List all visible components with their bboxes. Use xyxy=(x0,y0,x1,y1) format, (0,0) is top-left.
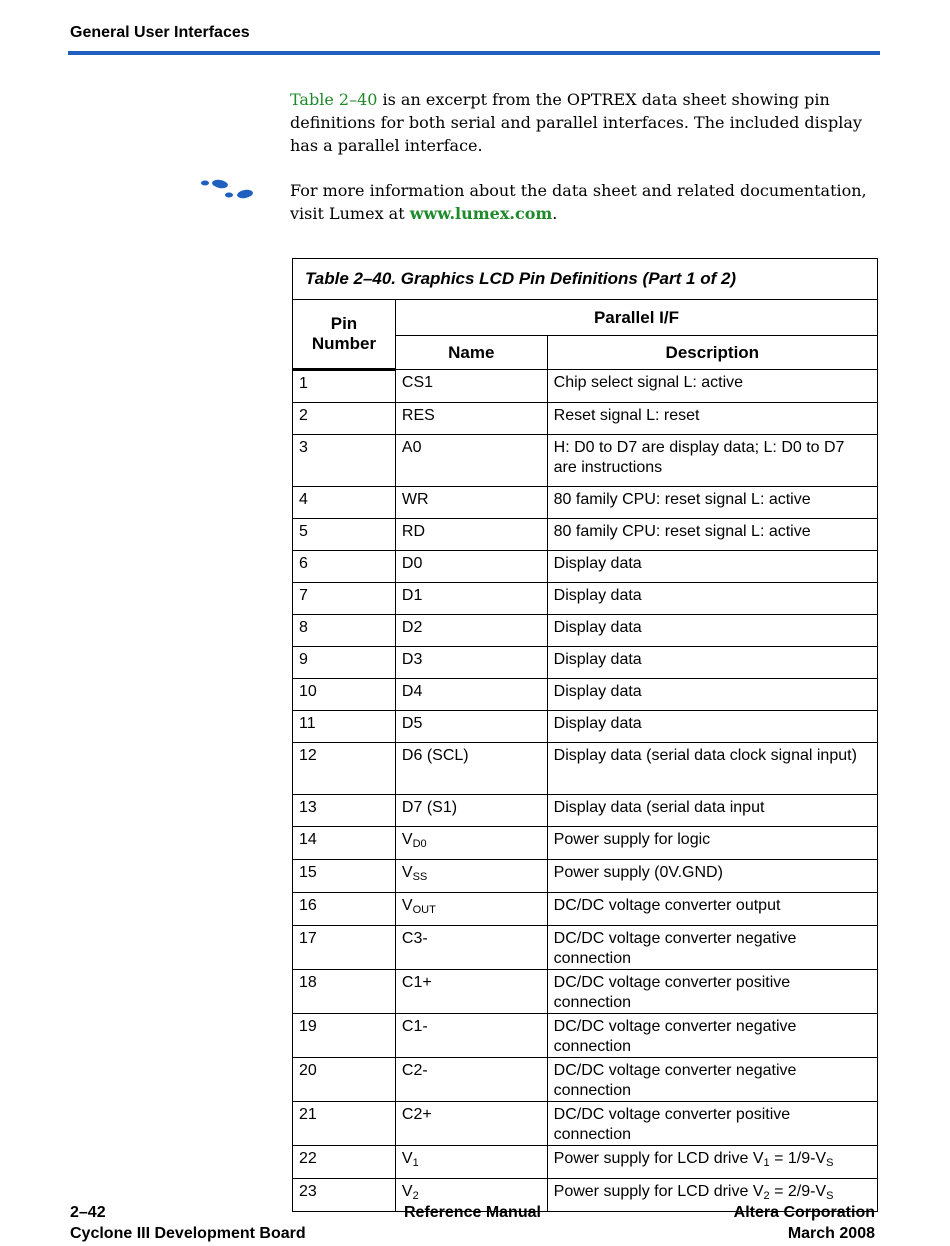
pin-name-text: D2 xyxy=(401,619,423,636)
pin-name-cell xyxy=(395,1014,547,1058)
footer-company: Altera Corporation xyxy=(733,1204,875,1221)
pin-name-cell xyxy=(395,519,547,551)
pin-name-text: C2+ xyxy=(401,1106,432,1123)
pin-number-cell xyxy=(293,893,396,926)
pin-name-cell xyxy=(395,1058,547,1102)
pin-number-text: 4 xyxy=(299,491,308,508)
pin-number-cell xyxy=(293,1102,396,1146)
pin-name-text: C1+ xyxy=(401,974,432,991)
pin-description-cell xyxy=(547,1146,877,1179)
pin-number-text: 18 xyxy=(299,974,317,991)
footer-manual-title: Reference Manual xyxy=(404,1204,541,1221)
pin-description-text: DC/DC voltage converter positive connection xyxy=(553,1106,791,1143)
pin-description-text: H: D0 to D7 are display data; L: D0 to D7 are instructions xyxy=(553,439,845,476)
pin-name-cell xyxy=(395,647,547,679)
pin-name-subscript: OUT xyxy=(412,904,436,916)
pin-name-text: D3 xyxy=(401,651,423,668)
pin-number-cell xyxy=(293,647,396,679)
table-row xyxy=(293,795,878,827)
pin-number-cell xyxy=(293,743,396,795)
pin-number-cell xyxy=(293,551,396,583)
pin-number-text: 3 xyxy=(299,439,308,456)
pin-description-text: Display data (serial data input xyxy=(553,799,765,816)
pin-name-text: RD xyxy=(401,523,426,540)
pin-number-cell xyxy=(293,860,396,893)
pin-name-text: D6 (SCL) xyxy=(401,747,469,764)
table-row xyxy=(293,435,878,487)
pin-name-cell xyxy=(395,679,547,711)
pin-name-text: A0 xyxy=(401,439,422,456)
pin-name-text: C2- xyxy=(401,1062,428,1079)
pin-description-text: Display data xyxy=(553,555,642,572)
pin-number-cell xyxy=(293,370,396,403)
footprints-icon xyxy=(200,178,260,202)
pin-description-cell xyxy=(547,711,877,743)
pin-description-text: DC/DC voltage converter negative connection xyxy=(553,1018,797,1055)
table-row xyxy=(293,970,878,1014)
pin-description-cell xyxy=(547,1014,877,1058)
pin-description-text: Display data xyxy=(553,587,642,604)
pin-name-cell xyxy=(395,435,547,487)
pin-name-text: C1- xyxy=(401,1018,428,1035)
pin-name-cell xyxy=(395,743,547,795)
pin-description-cell xyxy=(547,795,877,827)
pin-name-cell xyxy=(395,551,547,583)
pin-description-text: DC/DC voltage converter positive connection xyxy=(553,974,791,1011)
pin-number-text: 17 xyxy=(299,930,317,947)
header-pin-number: Pin Number xyxy=(293,300,396,370)
pin-description-text: Power supply (0V.GND) xyxy=(553,864,723,881)
pin-name-cell xyxy=(395,615,547,647)
pin-number-cell xyxy=(293,1014,396,1058)
pin-number-cell xyxy=(293,1146,396,1179)
pin-description-cell xyxy=(547,860,877,893)
pin-description-text: DC/DC voltage converter negative connection xyxy=(553,1062,797,1099)
pin-number-cell xyxy=(293,795,396,827)
pin-description-cell xyxy=(547,519,877,551)
table-row xyxy=(293,519,878,551)
pin-name-subscript: D0 xyxy=(412,838,427,850)
table-row xyxy=(293,1014,878,1058)
pin-name-cell xyxy=(395,583,547,615)
table-row xyxy=(293,615,878,647)
pin-description-cell xyxy=(547,551,877,583)
pin-description-text: = 2/9-V xyxy=(769,1183,827,1200)
pin-description-text: Display data xyxy=(553,619,642,636)
table-row xyxy=(293,926,878,970)
pin-description-cell xyxy=(547,827,877,860)
pin-name-text: CS1 xyxy=(401,374,434,391)
table-row xyxy=(293,403,878,435)
table-row xyxy=(293,551,878,583)
pin-name-subscript: 1 xyxy=(412,1157,419,1169)
pin-name-cell xyxy=(395,926,547,970)
pin-number-text: 6 xyxy=(299,555,308,572)
pin-number-cell xyxy=(293,711,396,743)
pin-name-text: D0 xyxy=(401,555,423,572)
pin-number-cell xyxy=(293,970,396,1014)
pin-number-text: 23 xyxy=(299,1183,317,1200)
pin-description-cell xyxy=(547,403,877,435)
lumex-link[interactable]: www.lumex.com xyxy=(409,204,553,223)
pin-description-subscript: 2 xyxy=(763,1190,770,1202)
pin-number-text: 13 xyxy=(299,799,317,816)
table-body xyxy=(293,370,878,1212)
pin-definitions-table xyxy=(292,258,878,1212)
pin-description-cell xyxy=(547,743,877,795)
pin-name-text: D4 xyxy=(401,683,423,700)
pin-number-text: 16 xyxy=(299,897,317,914)
pin-description-text: Display data xyxy=(553,683,642,700)
footer-date: March 2008 xyxy=(787,1225,875,1242)
pin-name-subscript: 2 xyxy=(412,1190,419,1202)
table-row xyxy=(293,1058,878,1102)
pin-number-cell xyxy=(293,403,396,435)
pin-number-text: 12 xyxy=(299,747,317,764)
pin-name-cell xyxy=(395,970,547,1014)
pin-number-text: 14 xyxy=(299,831,317,848)
pin-number-cell xyxy=(293,519,396,551)
pin-number-cell xyxy=(293,926,396,970)
pin-number-cell xyxy=(293,487,396,519)
pin-description-cell xyxy=(547,926,877,970)
pin-description-text: Power supply for LCD drive V xyxy=(553,1150,764,1167)
table-reference-link[interactable]: Table 2–40 xyxy=(290,90,378,109)
pin-description-text: Power supply for logic xyxy=(553,831,711,848)
pin-number-cell xyxy=(293,583,396,615)
pin-description-text: DC/DC voltage converter negative connection xyxy=(553,930,797,967)
pin-name-cell xyxy=(395,860,547,893)
pin-description-text: DC/DC voltage converter output xyxy=(553,897,781,914)
pin-description-cell xyxy=(547,1058,877,1102)
pin-number-text: 19 xyxy=(299,1018,317,1035)
pin-name-text: D1 xyxy=(401,587,423,604)
pin-description-cell xyxy=(547,679,877,711)
pin-description-text: Display data xyxy=(553,651,642,668)
pin-number-cell xyxy=(293,1179,396,1212)
pin-name-text: D5 xyxy=(401,715,423,732)
pin-description-text: 80 family CPU: reset signal L: active xyxy=(553,491,811,508)
pin-description-cell xyxy=(547,583,877,615)
pin-number-text: 10 xyxy=(299,683,317,700)
pin-name-text: RES xyxy=(401,407,435,424)
pin-name-subscript: SS xyxy=(412,871,428,883)
pin-description-text: Display data xyxy=(553,715,642,732)
footer-board-name: Cyclone III Development Board xyxy=(70,1225,306,1242)
pin-description-text: Power supply for LCD drive V xyxy=(553,1183,764,1200)
pin-number-text: 1 xyxy=(299,375,308,392)
header-rule xyxy=(68,51,880,55)
note-paragraph xyxy=(290,179,880,225)
pin-number-text: 8 xyxy=(299,619,308,636)
page-header-title: General User Interfaces xyxy=(70,24,250,41)
pin-description-cell xyxy=(547,970,877,1014)
table-caption: Table 2–40. Graphics LCD Pin Definitions (Part 1 of 2) xyxy=(293,259,878,300)
pin-name-text: D7 (S1) xyxy=(401,799,458,816)
pin-description-cell xyxy=(547,893,877,926)
table-row xyxy=(293,827,878,860)
pin-name-cell xyxy=(395,370,547,403)
pin-number-cell xyxy=(293,679,396,711)
pin-name-text: C3- xyxy=(401,930,428,947)
pin-description-text: Chip select signal L: active xyxy=(553,374,744,391)
pin-description-cell xyxy=(547,370,877,403)
pin-name-text: V xyxy=(401,831,413,848)
header-name: Name xyxy=(395,336,547,370)
table-row xyxy=(293,1146,878,1179)
footer-page-number: 2–42 xyxy=(70,1204,106,1221)
pin-number-cell xyxy=(293,1058,396,1102)
pin-description-text: Reset signal L: reset xyxy=(553,407,700,424)
pin-description-cell xyxy=(547,487,877,519)
note-text: For more information about the data sheet and related documentation, visit Lumex at xyxy=(290,181,867,223)
pin-name-cell xyxy=(395,711,547,743)
pin-number-text: 11 xyxy=(299,715,316,732)
table-row xyxy=(293,743,878,795)
table-row xyxy=(293,370,878,403)
table-row xyxy=(293,487,878,519)
table-row xyxy=(293,679,878,711)
pin-name-cell xyxy=(395,795,547,827)
pin-number-text: 22 xyxy=(299,1150,317,1167)
intro-paragraph xyxy=(290,88,880,157)
pin-number-text: 9 xyxy=(299,651,308,668)
pin-description-text: 80 family CPU: reset signal L: active xyxy=(553,523,811,540)
table-row xyxy=(293,583,878,615)
pin-number-text: 7 xyxy=(299,587,308,604)
footer-right xyxy=(734,1202,875,1244)
pin-number-text: 20 xyxy=(299,1062,317,1079)
table-row xyxy=(293,647,878,679)
pin-name-text: V xyxy=(401,1150,413,1167)
pin-description-text: Display data (serial data clock signal input) xyxy=(553,747,857,764)
pin-description-cell xyxy=(547,1102,877,1146)
pin-description-cell xyxy=(547,435,877,487)
header-description: Description xyxy=(547,336,877,370)
table-row xyxy=(293,711,878,743)
pin-name-cell xyxy=(395,827,547,860)
pin-name-cell xyxy=(395,893,547,926)
pin-name-cell xyxy=(395,1146,547,1179)
pin-number-text: 21 xyxy=(299,1106,317,1123)
footer-left xyxy=(70,1202,306,1244)
header-parallel-if: Parallel I/F xyxy=(395,300,877,336)
pin-number-cell xyxy=(293,827,396,860)
note-end: . xyxy=(552,204,558,223)
intro-text: is an excerpt from the OPTREX data sheet showing pin definitions for both serial and parallel interfaces. The included display has a parallel interface. xyxy=(290,90,862,155)
pin-name-cell xyxy=(395,1102,547,1146)
table-row xyxy=(293,860,878,893)
pin-description-cell xyxy=(547,647,877,679)
pin-name-text: WR xyxy=(401,491,429,508)
pin-description-text: = 1/9-V xyxy=(769,1150,827,1167)
table-row xyxy=(293,1102,878,1146)
pin-number-text: 2 xyxy=(299,407,308,424)
table-row xyxy=(293,893,878,926)
pin-name-cell xyxy=(395,403,547,435)
pin-description-cell xyxy=(547,615,877,647)
pin-number-cell xyxy=(293,615,396,647)
pin-number-text: 15 xyxy=(299,864,317,881)
pin-description-subscript: S xyxy=(826,1190,834,1202)
pin-description-subscript: S xyxy=(826,1157,834,1169)
pin-name-text: V xyxy=(401,864,413,881)
pin-name-cell xyxy=(395,487,547,519)
pin-name-text: V xyxy=(401,897,413,914)
pin-number-cell xyxy=(293,435,396,487)
pin-number-text: 5 xyxy=(299,523,308,540)
pin-name-text: V xyxy=(401,1183,413,1200)
pin-description-subscript: 1 xyxy=(763,1157,770,1169)
